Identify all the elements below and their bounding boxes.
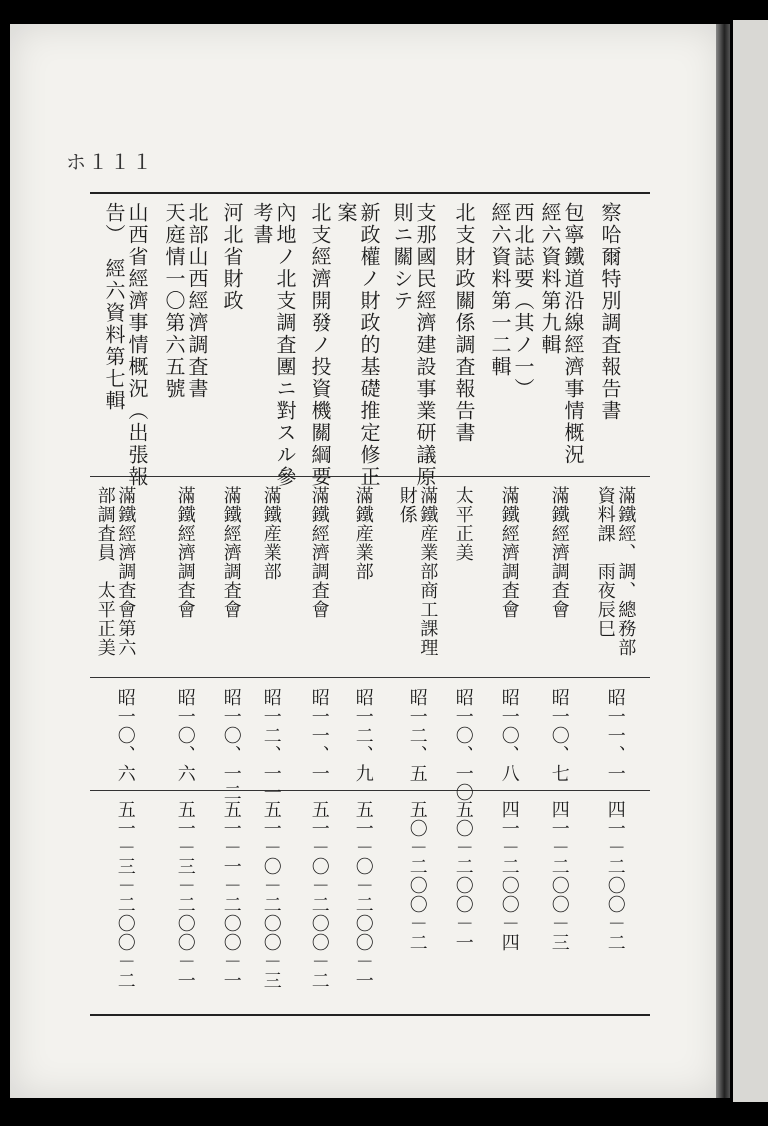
entry-date: 昭一〇、一〇 — [452, 688, 474, 802]
entry-title: 內地ノ北支調査團ニ對スル參 考書 — [250, 202, 297, 488]
divider-author-date — [90, 677, 650, 678]
entry-title: 西北誌要（其ノ一） 經六資料第一二輯 — [488, 202, 535, 400]
entry-author: 滿鐵經濟調査會 — [308, 486, 330, 619]
entry-title: 包寧鐵道沿線經濟事情概況 經六資料第九輯 — [538, 202, 585, 466]
entry-date: 昭一二、一一 — [260, 688, 282, 802]
divider-date-code — [90, 790, 650, 791]
entry-title: 新政權ノ財政的基礎推定修正 案 — [334, 202, 381, 488]
entry-title: 河北省財政 — [220, 202, 244, 312]
entry-author: 滿鐵經濟調査會 — [548, 486, 570, 619]
entry-author: 滿鐵經濟調査會 — [498, 486, 520, 619]
entry-date: 昭一一、一 — [604, 688, 626, 783]
entry-date: 昭一一、一 — [308, 688, 330, 783]
entry-date: 昭一二、五 — [406, 688, 428, 783]
next-page-edge — [733, 20, 768, 1102]
book-spine — [716, 24, 730, 1098]
entry-code: 四一－二〇〇－四 — [498, 800, 520, 952]
entry-date: 昭一〇、七 — [548, 688, 570, 783]
entry-code: 五一－一－二〇〇－一 — [220, 800, 242, 990]
entry-author: 滿鐵經濟調査會 — [220, 486, 242, 619]
entry-author: 滿鐵經濟調査會 — [174, 486, 196, 619]
entry-date: 昭一〇、八 — [498, 688, 520, 783]
entry-code: 四一－二〇〇－二 — [604, 800, 626, 952]
entry-title: 山西省經濟事情概況（出張報 告） 經六資料第七輯 — [102, 202, 149, 488]
entry-code: 四一－二〇〇－三 — [548, 800, 570, 952]
entry-author: 滿鐵經濟調査會第六 部調査員 太平正美 — [94, 486, 137, 657]
entry-author: 滿鐵産業部 — [260, 486, 282, 581]
entry-code: 五〇－二〇〇－二 — [406, 800, 428, 952]
entry-date: 昭一〇、六 — [174, 688, 196, 783]
entry-author: 滿鐵經、調、總務部 資料課 雨夜辰巳 — [594, 486, 637, 657]
page-number: ホ１１１ — [66, 150, 154, 174]
entry-date: 昭一〇、一二 — [220, 688, 242, 802]
entry-title: 北支經濟開發ノ投資機關綱要 — [308, 202, 332, 488]
entry-title: 北支財政關係調査報告書 — [452, 202, 476, 444]
entry-title: 支那國民經濟建設事業研議原 則ニ關シテ — [390, 202, 437, 488]
entry-code: 五一－三－二〇〇－一 — [174, 800, 196, 990]
entry-title: 察哈爾特別調査報告書 — [598, 202, 622, 422]
entry-author: 滿鐵産業部商工課理 財係 — [396, 486, 439, 657]
entry-code: 五一－三－二〇〇－二 — [114, 800, 136, 990]
entry-code: 五一－〇－二〇〇－一 — [352, 800, 374, 990]
entry-date: 昭一二、九 — [352, 688, 374, 783]
catalog-table — [90, 192, 650, 1016]
entry-code: 五〇－二〇〇－一 — [452, 800, 474, 952]
entry-code: 五一－〇－二〇〇－三 — [260, 800, 282, 990]
entry-author: 滿鐵産業部 — [352, 486, 374, 581]
entry-code: 五一－〇－二〇〇－二 — [308, 800, 330, 990]
entry-author: 太平正美 — [452, 486, 474, 562]
entry-date: 昭一〇、六 — [114, 688, 136, 783]
entry-title: 北部山西經濟調査書 天庭情一〇第六五號 — [162, 202, 209, 400]
